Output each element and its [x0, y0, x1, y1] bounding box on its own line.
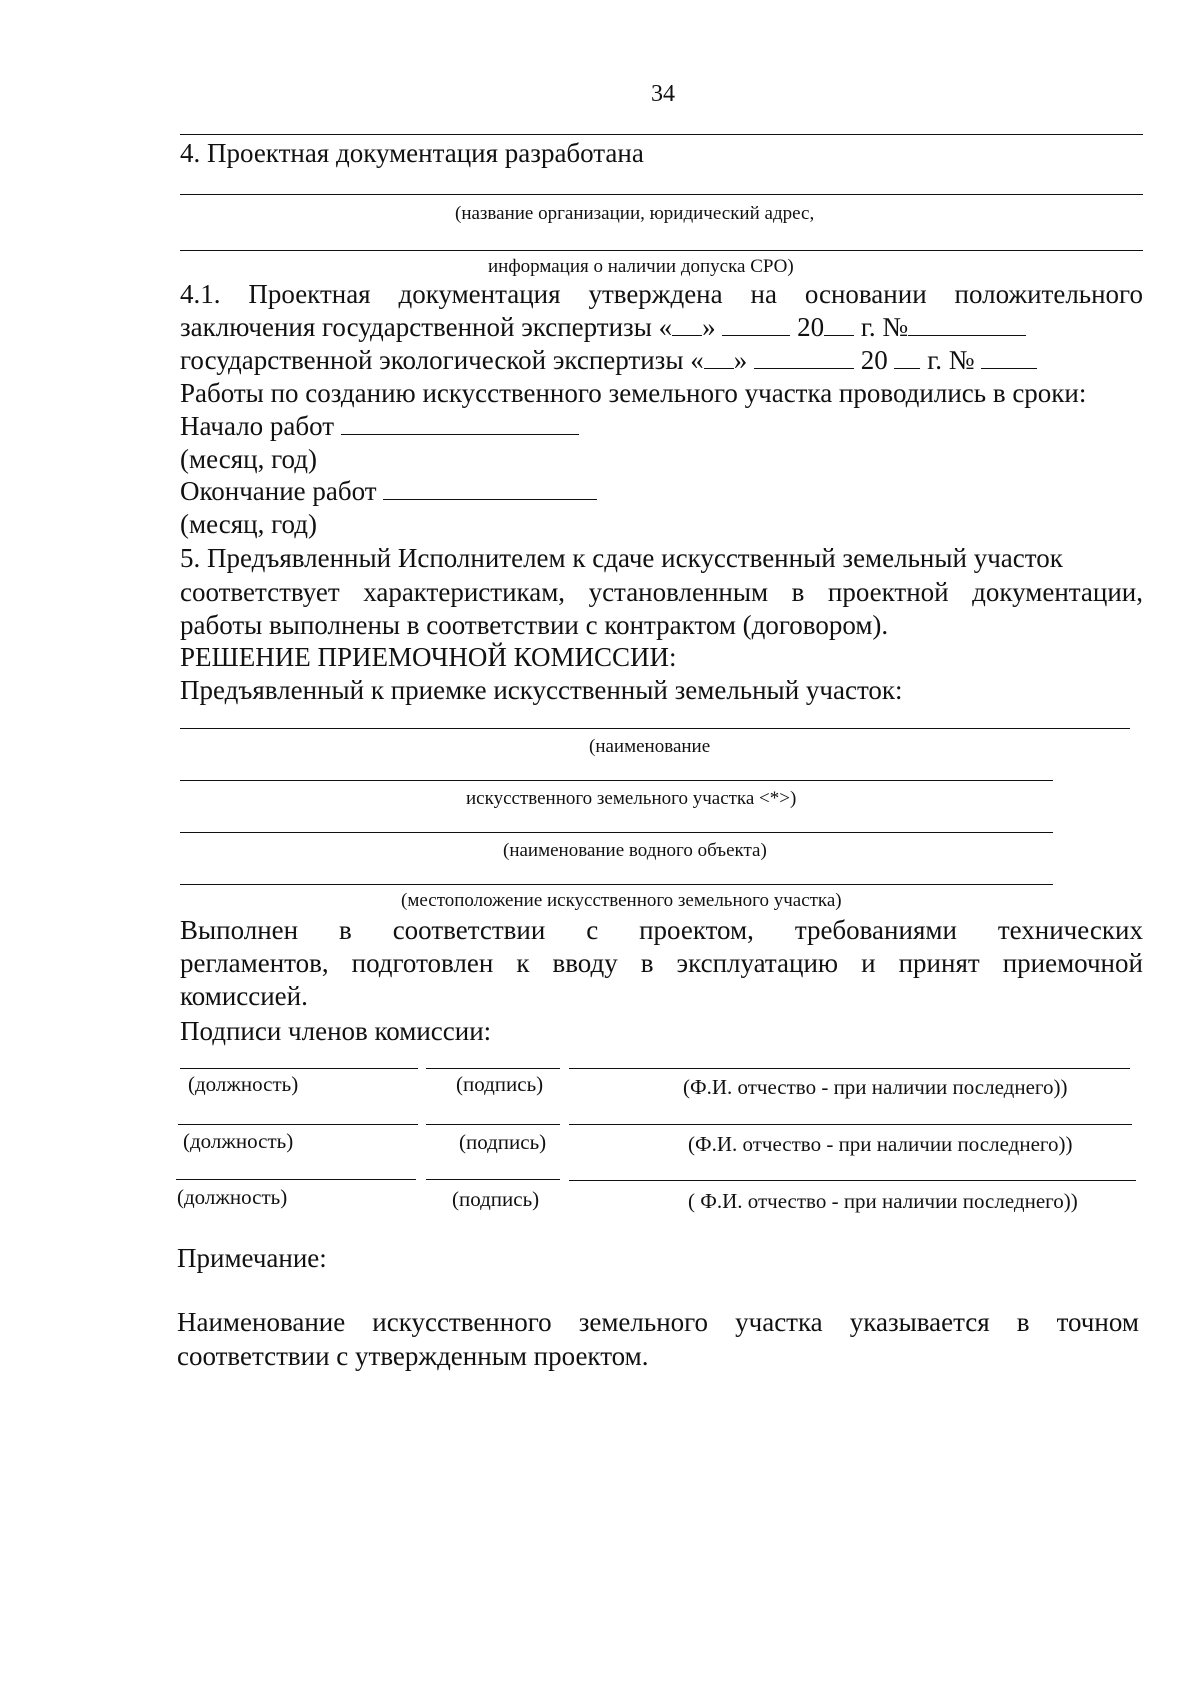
- word: и: [861, 948, 876, 978]
- word: соответствии: [392, 915, 546, 945]
- number-label: г. №: [860, 312, 909, 342]
- start-line: [180, 410, 579, 442]
- expertise-text: заключения государственной экспертизы «: [180, 312, 673, 342]
- signature-line[interactable]: [426, 1068, 560, 1069]
- page-number: 34: [651, 81, 675, 107]
- word: указывается: [849, 1307, 990, 1337]
- word: проектной: [827, 577, 949, 607]
- word: Проектная: [248, 279, 371, 309]
- word: требованиями: [794, 915, 957, 945]
- section-5-line2: [180, 576, 1143, 608]
- section-41-line2: [180, 311, 1026, 343]
- name-line[interactable]: [569, 1180, 1136, 1181]
- note-label: Примечание:: [177, 1243, 327, 1273]
- word: эксплуатацию: [676, 948, 839, 978]
- caption-water-object: (наименование водного объекта): [503, 840, 767, 861]
- decision-para-line3: комиссией.: [180, 981, 308, 1011]
- signature-caption: (подпись): [452, 1187, 540, 1211]
- field-line: [180, 832, 1053, 833]
- end-date-field[interactable]: [383, 477, 597, 500]
- decision-heading: РЕШЕНИЕ ПРИЕМОЧНОЙ КОМИССИИ:: [180, 642, 677, 672]
- number-label: г. №: [927, 345, 975, 375]
- word: утверждена: [588, 279, 723, 309]
- field-line: [180, 884, 1053, 885]
- word: установленным: [588, 577, 769, 607]
- word: в: [1016, 1307, 1030, 1337]
- word: искусственного: [372, 1307, 552, 1337]
- eco-expertise-text: государственной экологической экспертизы «: [180, 345, 704, 375]
- field-line: [180, 194, 1143, 195]
- word: приемочной: [1002, 948, 1143, 978]
- note-line1: [177, 1306, 1139, 1338]
- name-caption: (Ф.И. отчество - при наличии последнего)): [688, 1132, 1073, 1156]
- word: с: [586, 915, 599, 945]
- signature-line[interactable]: [426, 1124, 560, 1125]
- name-caption: ( Ф.И. отчество - при наличии последнего)): [688, 1189, 1078, 1213]
- name-caption: (Ф.И. отчество - при наличии последнего)): [683, 1075, 1068, 1099]
- word: на: [750, 279, 777, 309]
- word: участка: [735, 1307, 823, 1337]
- word: соответствует: [180, 577, 340, 607]
- position-line[interactable]: [180, 1068, 418, 1069]
- name-line[interactable]: [569, 1124, 1132, 1125]
- number-field[interactable]: [981, 346, 1037, 369]
- end-label: Окончание работ: [180, 476, 377, 506]
- year-field[interactable]: [824, 313, 854, 336]
- section-41-line1: [180, 278, 1143, 310]
- end-line: [180, 475, 597, 507]
- word: характеристикам,: [363, 577, 566, 607]
- section-5-line1: 5. Предъявленный Исполнителем к сдаче искусственный земельный участок: [180, 543, 1063, 573]
- position-caption: (должность): [177, 1185, 288, 1209]
- year-prefix: 20: [860, 345, 888, 375]
- word: точном: [1056, 1307, 1139, 1337]
- caption-sro: информация о наличии допуска СРО): [488, 256, 794, 277]
- section-4-title: 4. Проектная документация разработана: [180, 138, 644, 168]
- word: Наименование: [177, 1307, 346, 1337]
- start-label: Начало работ: [180, 411, 335, 441]
- word: Выполнен: [180, 915, 299, 945]
- word: в: [791, 577, 805, 607]
- caption-name: (наименование: [589, 736, 711, 757]
- word: основании: [804, 279, 927, 309]
- position-caption: (должность): [188, 1072, 299, 1096]
- quote-close: »: [702, 312, 716, 342]
- field-line: [180, 728, 1130, 729]
- decision-para-line2: [180, 947, 1143, 979]
- word: положительного: [954, 279, 1143, 309]
- decision-intro: Предъявленный к приемке искусственный земельный участок:: [180, 675, 903, 705]
- section-5-line3: работы выполнены в соответствии с контрактом (договором).: [180, 610, 889, 640]
- month-field[interactable]: [754, 346, 854, 369]
- number-field[interactable]: [908, 313, 1026, 336]
- word: к: [516, 948, 530, 978]
- field-line: [180, 780, 1053, 781]
- caption-organization: (название организации, юридический адрес,: [455, 203, 815, 224]
- works-period-line: Работы по созданию искусственного земельного участка проводились в сроки:: [180, 378, 1087, 408]
- caption-plot: искусственного земельного участка <*>): [466, 788, 797, 809]
- word: вводу: [552, 948, 618, 978]
- start-date-field[interactable]: [341, 412, 579, 435]
- signature-caption: (подпись): [456, 1072, 544, 1096]
- year-field[interactable]: [894, 346, 920, 369]
- word: подготовлен: [351, 948, 494, 978]
- name-line[interactable]: [569, 1068, 1130, 1069]
- word: земельного: [578, 1307, 709, 1337]
- word: технических: [997, 915, 1143, 945]
- signature-line[interactable]: [426, 1179, 560, 1180]
- position-line[interactable]: [176, 1179, 416, 1180]
- word: регламентов,: [180, 948, 329, 978]
- position-line[interactable]: [178, 1124, 418, 1125]
- day-field[interactable]: [672, 313, 702, 336]
- note-line2: соответствии с утвержденным проектом.: [177, 1341, 649, 1371]
- field-line: [180, 250, 1143, 251]
- word: документации,: [972, 577, 1143, 607]
- decision-para-line1: [180, 914, 1143, 946]
- word: в: [640, 948, 654, 978]
- word: документация: [398, 279, 561, 309]
- year-prefix: 20: [797, 312, 825, 342]
- start-caption: (месяц, год): [180, 444, 317, 474]
- end-caption: (месяц, год): [180, 509, 317, 539]
- quote-close: »: [733, 345, 748, 375]
- word: в: [339, 915, 352, 945]
- signature-caption: (подпись): [459, 1130, 547, 1154]
- day-field[interactable]: [704, 346, 734, 369]
- word: проектом,: [639, 915, 754, 945]
- section-41-line3: [180, 344, 1037, 376]
- position-caption: (должность): [183, 1129, 294, 1153]
- caption-location: (местоположение искусственного земельного участка): [401, 890, 842, 911]
- rule: [180, 134, 1143, 135]
- word: принят: [898, 948, 980, 978]
- word: 4.1.: [180, 279, 221, 309]
- signatures-title: Подписи членов комиссии:: [180, 1016, 492, 1046]
- month-field[interactable]: [722, 313, 790, 336]
